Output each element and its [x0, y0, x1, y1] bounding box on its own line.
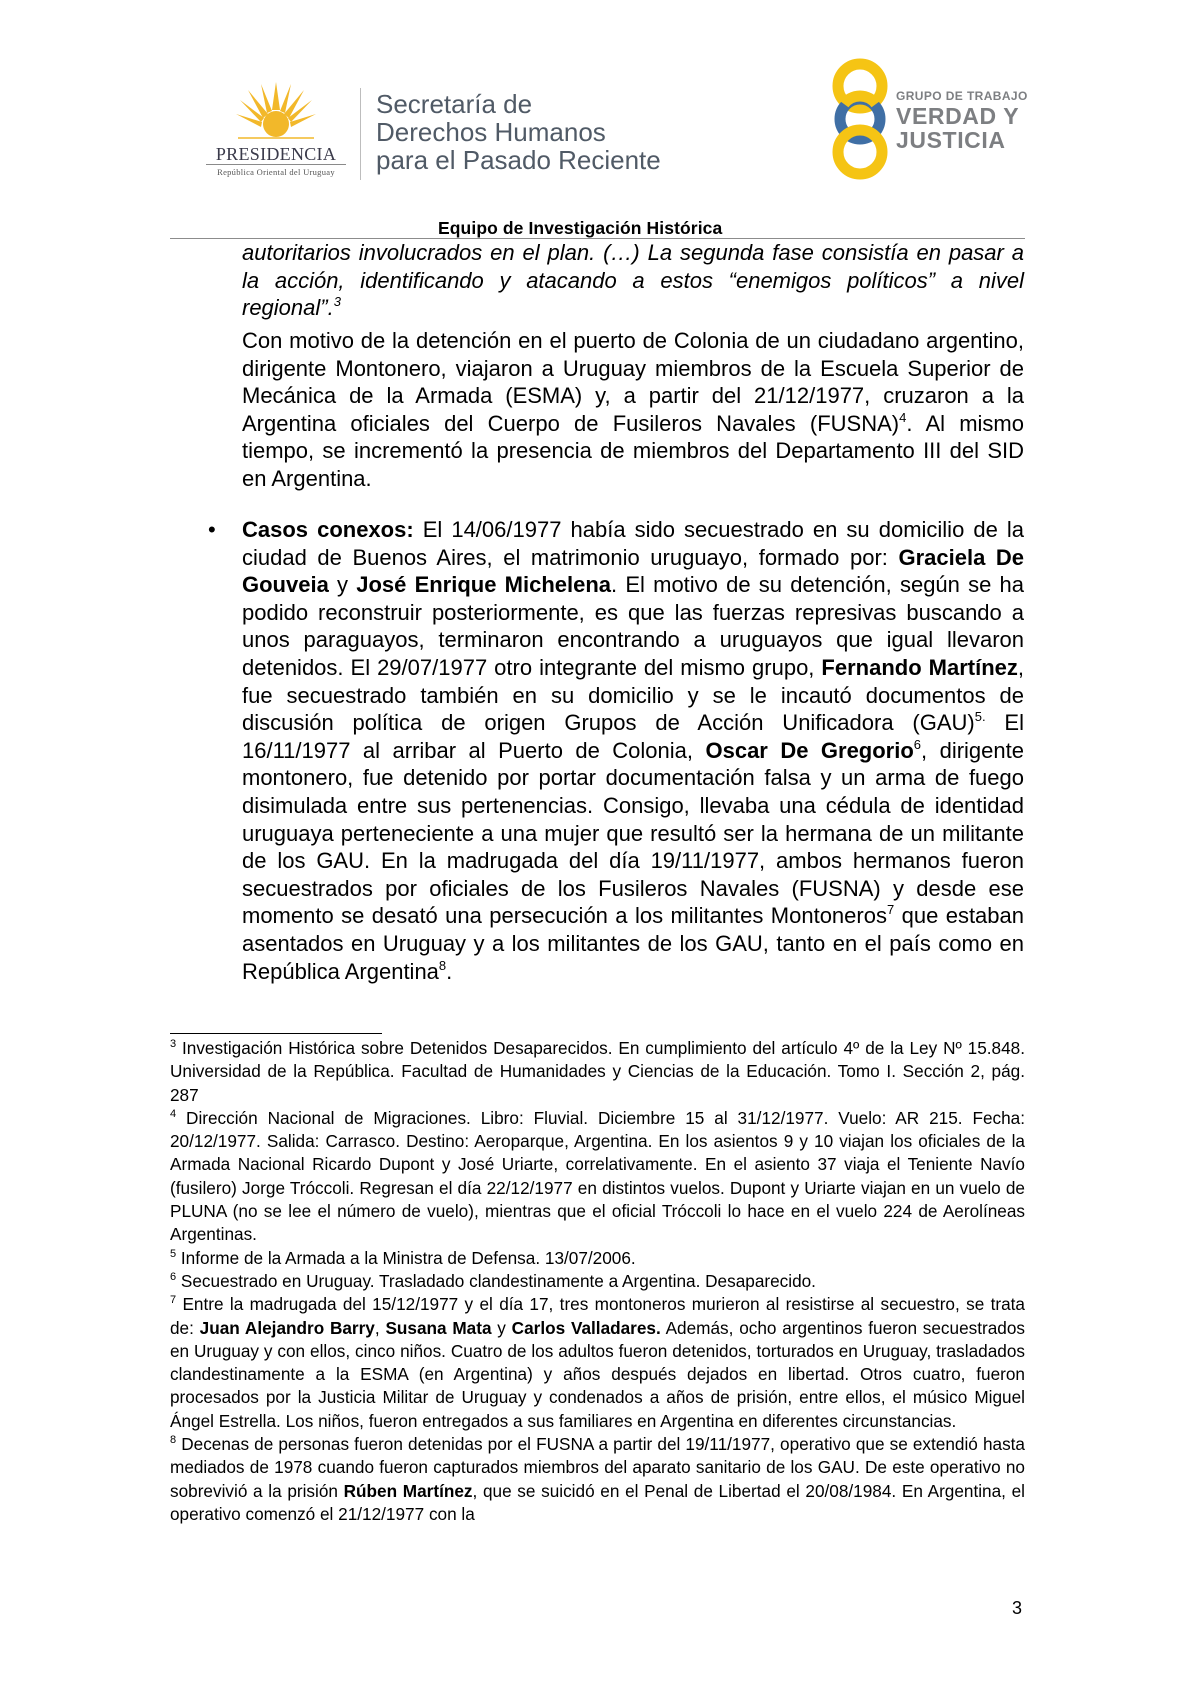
footnote-5 [170, 1247, 1025, 1270]
footnote-4 [170, 1107, 1025, 1247]
grupo-verdad-justicia-logo [820, 56, 1040, 186]
grupo-label: GRUPO DE TRABAJO [896, 89, 1028, 103]
footnote-text: Dirección Nacional de Migraciones. Libro: Fluvial. Diciembre 15 al 31/12/1977. Vuelo: AR 215. Fecha: 20/12/1977. Salida: Carrasco. Destino: Aeroparque, Argentina. En los asientos 9 y 10 viajan los oficiales de la Armada Nacional Ricardo Dupont y José Uriarte, correlativamente. En el asiento 37 viaja el Teniente Navío (fusilero) Jorge Tróccoli. Regresan el día 22/12/1977 en distintos vuelos. Dupont y Uriarte viajan en un vuelo de PLUNA (no se lee el número de vuelo), mientras que el oficial Tróccoli lo hace en el vuelo 224 de Aerolíneas Argentinas. [170, 1107, 1025, 1245]
paragraph-text: El 16/11/1977 al arribar al Puerto de Colonia, [242, 710, 1024, 763]
footnote-text: Entre la madrugada del 15/12/1977 y el día 17, tres montoneros murieron al resistirse al secuestro, se trata de: [170, 1294, 1025, 1338]
footnote-number: 5 [170, 1247, 177, 1260]
footnote-6 [170, 1270, 1025, 1293]
paragraph-casos-conexos [242, 516, 1024, 985]
paragraph-colonia [242, 327, 1024, 493]
secretaria-line-1: Secretaría de [376, 89, 533, 119]
grupo-title-line-2: JUSTICIA [896, 127, 1006, 153]
paragraph-text: , dirigente montonero, fue detenido por portar documentación falsa y un arma de fuego disimulada entre sus pertenencias. Consigo, llevaba una cédula de identidad uruguaya perteneciente a una mujer que resultó ser la hermana de un militante de los GAU. En la madrugada del día 19/11/1977, ambos hermanos fueron secuestrados por oficiales de los Fusileros Navales (FUSNA) y desde ese momento se desató una persecución a los militantes Montoneros [242, 737, 1024, 929]
grupo-title-line-1: VERDAD Y [896, 103, 1020, 129]
footnote-number: 7 [170, 1294, 177, 1307]
footnote-separator [170, 1033, 382, 1034]
footnote-ref-6: 6 [913, 736, 922, 752]
paragraph-text: y [328, 572, 357, 598]
paragraph-text: , fue secuestrado también en su domicilio y se le incautó documentos de discusión política de origen Grupos de Acción Unificadora (GAU) [242, 654, 1024, 736]
footnote-text: , [374, 1317, 386, 1338]
paragraph-text: El 14/06/1977 había sido secuestrado en su domicilio de la ciudad de Buenos Aires, el matrimonio uruguayo, formado por: [242, 517, 1024, 570]
footnote-3 [170, 1037, 1025, 1107]
footnote-text: Investigación Histórica sobre Detenidos Desaparecidos. En cumplimiento del artículo 4º de la Ley Nº 15.848. Universidad de la República. Facultad de Humanidades y Ciencias de la Educación. Tomo I. Sección 2, pág. 287 [170, 1038, 1025, 1105]
footnote-text: Decenas de personas fueron detenidas por el FUSNA a partir del 19/11/1977, operativo que se extendió hasta mediados de 1978 cuando fueron capturados miembros del aparato sanitario de los GAU. De este operativo no sobrevivió a la prisión [170, 1434, 1025, 1501]
footnote-ref-7: 7 [886, 902, 895, 918]
footnote-number: 6 [170, 1270, 177, 1283]
presidencia-name: PRESIDENCIA [215, 144, 337, 164]
grupo-title [896, 104, 1019, 152]
person-name: José Enrique Michelena [356, 572, 612, 598]
footnote-number: 4 [170, 1107, 177, 1120]
footnote-ref-5: 5. [974, 709, 986, 725]
footnote-text: Secuestrado en Uruguay. Trasladado clandestinamente a Argentina. Desaparecido. [176, 1270, 816, 1291]
bullet-marker: • [208, 517, 216, 542]
paragraph-text: que estaban asentados en Uruguay y a los militantes de los GAU, tanto en el país como en República Argentina [242, 903, 1024, 984]
footnote-text: , que se suicidó en el Penal de Libertad el 20/08/1984. En Argentina, el operativo comenzó el 21/12/1977 con la [170, 1480, 1026, 1524]
footnote-text: Informe de la Armada a la Ministra de Defensa. 13/07/2006. [176, 1247, 636, 1268]
quote-continuation [242, 239, 1024, 322]
footnote-ref-4: 4 [899, 409, 907, 425]
sun-emblem-icon [234, 80, 318, 150]
footnote-7 [170, 1293, 1025, 1433]
secretaria-line-2: Derechos Humanos [376, 117, 606, 147]
footnote-number: 3 [170, 1038, 177, 1050]
presidencia-divider [206, 164, 346, 165]
secretaria-line-3: para el Pasado Reciente [376, 145, 661, 175]
person-name: Susana Mata [385, 1317, 492, 1338]
bullet-label: Casos conexos: [242, 517, 414, 542]
presidencia-subtitle: República Oriental del Uruguay [217, 167, 335, 177]
presidencia-logo [196, 80, 356, 180]
person-name: Rúben Martínez [343, 1480, 473, 1501]
secretaria-title [376, 90, 661, 174]
footnote-ref-8: 8 [438, 957, 447, 973]
person-name: Graciela De Gouveia [242, 544, 1025, 598]
footnote-text: y [491, 1317, 512, 1338]
footnote-number: 8 [170, 1434, 177, 1447]
person-name: Juan Alejandro Barry [199, 1317, 375, 1338]
footnotes [170, 1037, 1025, 1526]
quote-text: autoritarios involucrados en el plan. (…) La segunda fase consistía en pasar a la acción, identificando y atacando a estos “enemigos políticos” a nivel regional”. [242, 240, 1024, 321]
footnote-ref-3: 3 [333, 294, 341, 310]
team-heading: Equipo de Investigación Histórica [438, 218, 723, 238]
paragraph-text: . El motivo de su detención, según se ha podido reconstruir posteriormente, es que las fuerzas represivas buscando a unos paraguayos, terminaron encontrando a uruguayos que igual llevaron detenidos. El 29/07/1977 otro integrante del mismo grupo, [242, 572, 1025, 680]
footnote-text: Además, ocho argentinos fueron secuestrados en Uruguay y con ellos, cinco niños. Cuatro de los adultos fueron detenidos, torturados en Uruguay, trasladados clandestinamente a la ESMA (en Argentina) y años después dejados en libertad. Otros cuatro, fueron procesados por la Justicia Militar de Uruguay y condenados a años de prisión, entre ellos, el músico Miguel Ángel Estrella. Los niños, fueron entregados a sus familiares en Argentina en diferentes circunstancias. [170, 1317, 1026, 1431]
header-vertical-divider [360, 88, 361, 180]
person-name: Carlos Valladares. [511, 1317, 661, 1338]
paragraph-text: . [446, 958, 453, 984]
page-number: 3 [1012, 1598, 1023, 1618]
footnote-8 [170, 1433, 1025, 1526]
person-name: Oscar De Gregorio [705, 737, 914, 763]
person-name: Fernando Martínez [821, 654, 1018, 680]
paragraph-text: . Al mismo tiempo, se incrementó la presencia de miembros del Departamento III del SID en Argentina. [242, 410, 1024, 491]
paragraph-text: Con motivo de la detención en el puerto de Colonia de un ciudadano argentino, dirigente Montonero, viajaron a Uruguay miembros de la Escuela Superior de Mecánica de la Armada (ESMA) y, a partir del 21/12/1977, cruzaron a la Argentina oficiales del Cuerpo de Fusileros Navales (FUSNA) [242, 328, 1024, 436]
